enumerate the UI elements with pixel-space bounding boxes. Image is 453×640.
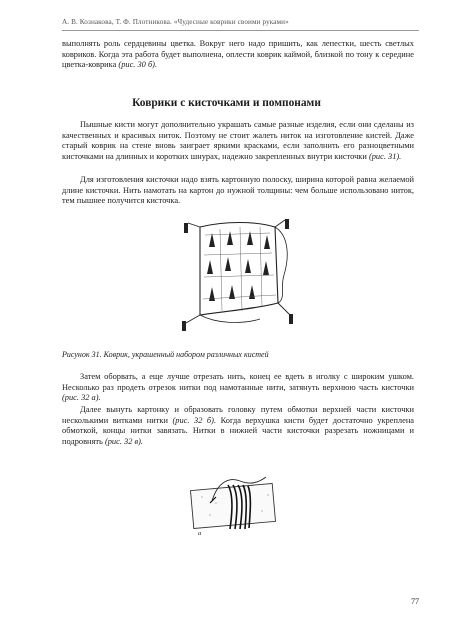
- paragraph-5-text-b: Когда верхушка кисти будет достаточно укреплена обмоткой, концы нитки завязать. Нитки в нижней части кисточки разрезать ножницами и подровнять: [62, 415, 415, 447]
- header-rule: [62, 30, 419, 31]
- paragraph-4: [62, 372, 414, 404]
- figure-caption: Рисунок 31. Коврик, украшенный набором различных кистей: [62, 350, 269, 359]
- paragraph-5-text-a: Далее вынуть картонку и образовать головку путем обмотки верхней части кисточки несколькими витками нитки: [62, 405, 414, 425]
- section-heading: Коврики с кисточками и помпонами: [132, 97, 321, 109]
- figure-label-a: а: [198, 530, 202, 537]
- paragraph-2: [62, 120, 414, 163]
- figure-ref-30b: (рис. 30 б).: [118, 60, 158, 70]
- tassel-winding-illustration: [188, 475, 280, 533]
- page-number: 77: [411, 597, 419, 606]
- paragraph-3: Для изготовления кисточки надо взять картонную полоску, ширина которой равна желаемой длине кисточки. Нить намотать на картон до нужной толщины: чем больше использовано ниток, тем пышнее получится кисточка.: [62, 175, 414, 206]
- paragraph-2-text: Пышные кисти могут дополнительно украшать самые разные изделия, если они сделаны из качественных и красивых ниток. Поэтому не стоит жалеть ниток на изготовление кистей. Даже старый коврик на стене вновь заиграет яркими красками, если заполнить его разноцветными кисточками на длинных и коротких шнурах, надежно закрепленных внутри кисточки: [62, 120, 414, 162]
- paragraph-5: [62, 405, 414, 448]
- figure-ref-32v: (рис. 32 в).: [104, 437, 143, 447]
- running-header: А. В. Кознакова, Т. Ф. Плотникова. «Чудесные коврики своими руками»: [62, 18, 289, 26]
- figure-ref-31: (рис. 31).: [368, 152, 402, 162]
- figure-ref-32a: (рис. 32 а).: [62, 393, 101, 403]
- paragraph-4-text: Затем оборвать, а еще лучше отрезать нить, конец ее вдеть в иголку с широким ушком. Несколько раз продеть отрезок нитки под намотанные нити, затянуть верхнюю часть кисточки: [62, 372, 414, 392]
- paragraph-1: [62, 39, 414, 71]
- figure-ref-32b: (рис. 32 б).: [172, 415, 217, 425]
- rug-with-tassels-illustration: [170, 215, 300, 335]
- paragraph-1-text: выполнять роль сердцевины цветка. Вокруг него надо пришить, как лепестки, шесть светлых ковриков. Когда эта работа будет выполнена, оплести коврик каймой, близкой по тону к середине цветка-коврика: [62, 39, 414, 70]
